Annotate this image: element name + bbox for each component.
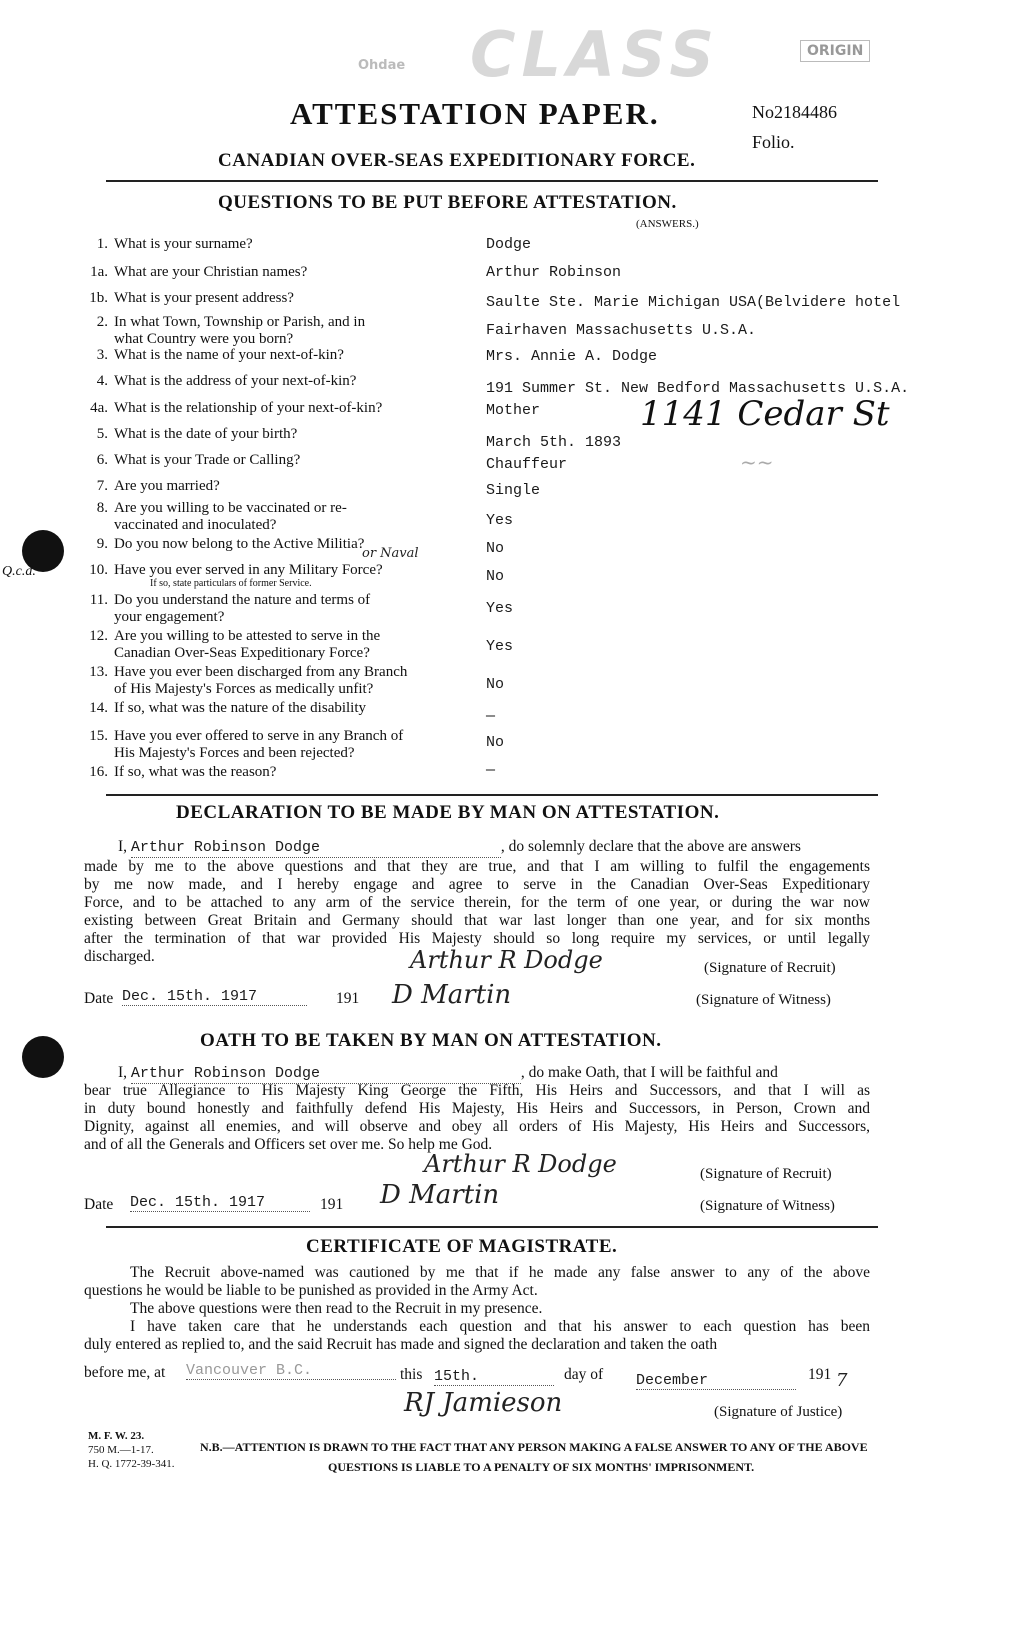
justice-signature: RJ Jamieson	[404, 1388, 563, 1418]
question-text-line: What is your Trade or Calling?	[114, 452, 301, 468]
questions-heading: QUESTIONS TO BE PUT BEFORE ATTESTATION.	[218, 192, 677, 213]
justice-label: (Signature of Justice)	[714, 1404, 843, 1420]
question-text	[114, 478, 454, 495]
certificate-line: The above questions were then read to the Recruit in my presence.	[130, 1300, 543, 1317]
oath-recruit-label: (Signature of Recruit)	[700, 1166, 832, 1182]
question-answer: Dodge	[486, 236, 532, 253]
oath-name: Arthur Robinson Dodge	[131, 1065, 521, 1084]
question-text	[114, 426, 454, 443]
certificate-line: questions he would be liable to be punished as provided in the Army Act.	[84, 1282, 538, 1299]
certificate-month: December	[636, 1372, 796, 1390]
declaration-line: after the termination of that war provided His Majesty should so long require my services, or until legally	[84, 930, 870, 947]
question-text	[114, 347, 454, 364]
question-number: 15.	[89, 728, 108, 744]
oath-witness-label: (Signature of Witness)	[700, 1198, 835, 1214]
question-text-line: Are you willing to be attested to serve in the	[114, 628, 381, 644]
header-divider	[106, 180, 878, 182]
oath-line: Dignity, against all enemies, and will observe and obey all orders of His Majesty, His Heirs and Successors,	[84, 1118, 870, 1135]
question-number: 9.	[96, 536, 108, 552]
oath-line: bear true Allegiance to His Majesty King George the Fifth, His Heirs and Successors, and that I will as	[84, 1082, 870, 1099]
question-text-line: your engagement?	[114, 609, 225, 625]
oath-first-line: I, Arthur Robinson Dodge , do make Oath, that I will be faithful and	[118, 1064, 778, 1082]
question-text	[114, 452, 454, 469]
question-text	[114, 664, 454, 698]
question-number: 10.	[89, 562, 108, 578]
declaration-recruit-signature: Arthur R Dodge	[410, 946, 603, 974]
question-answer: No	[486, 734, 505, 751]
origin-stamp: ORIGIN	[800, 40, 870, 62]
question-answer: —	[486, 762, 496, 779]
declaration-line1-rest: , do solemnly declare that the above are answers	[500, 838, 801, 855]
declaration-date: Dec. 15th. 1917	[122, 988, 307, 1006]
declaration-divider	[106, 794, 878, 796]
question-number: 1b.	[89, 290, 108, 306]
question-number: 13.	[89, 664, 108, 680]
declaration-line: made by me to the above questions and that they are true, and that I am willing to fulfil the engagements	[84, 858, 870, 875]
question-text-line: What is the relationship of your next-of-kin?	[114, 400, 383, 416]
oath-heading: OATH TO BE TAKEN BY MAN ON ATTESTATION.	[200, 1030, 662, 1051]
top-stamp: Ohdae	[358, 58, 406, 73]
certificate-heading: CERTIFICATE OF MAGISTRATE.	[306, 1236, 618, 1257]
oath-recruit-signature: Arthur R Dodge	[424, 1150, 617, 1178]
question-text-line: Do you understand the nature and terms of	[114, 592, 371, 608]
nb-line-1: N.B.—ATTENTION IS DRAWN TO THE FACT THAT ANY PERSON MAKING A FALSE ANSWER TO ANY OF THE ABOVE	[200, 1440, 868, 1454]
question-text-line: Are you married?	[114, 478, 220, 494]
question-number: 14.	[89, 700, 108, 716]
oath-date-label: Date	[84, 1196, 114, 1213]
certificate-year-prefix: 191	[808, 1366, 832, 1383]
class-stamp: CLASS	[470, 18, 721, 91]
question-text-line: If so, what was the reason?	[114, 764, 277, 780]
question-number: 16.	[89, 764, 108, 780]
question-text-line: What are your Christian names?	[114, 264, 308, 280]
question-text-line: What is the date of your birth?	[114, 426, 298, 442]
question-answer: Yes	[486, 600, 514, 617]
question-answer: 191 Summer St. New Bedford Massachusetts U.S.A.	[486, 380, 910, 397]
declaration-first-line: I, Arthur Robinson Dodge , do solemnly declare that the above are answers	[118, 838, 801, 856]
question-number: 1a.	[90, 264, 108, 280]
document-title: ATTESTATION PAPER.	[290, 96, 660, 131]
q6-handwritten-mark: ~~	[740, 450, 774, 474]
folio-label: Folio.	[752, 132, 795, 152]
question-text-line: What is the address of your next-of-kin?	[114, 373, 357, 389]
question-answer: Yes	[486, 638, 514, 655]
q10-note: If so, state particulars of former Service.	[150, 578, 312, 589]
question-number: 2.	[96, 314, 108, 330]
certificate-line: The Recruit above-named was cautioned by me that if he made any false answer to any of the above	[130, 1264, 870, 1281]
day-of-label: day of	[564, 1366, 604, 1383]
question-number: 11.	[89, 592, 108, 608]
question-text	[114, 314, 454, 348]
question-text	[114, 500, 454, 534]
document-subtitle: CANADIAN OVER-SEAS EXPEDITIONARY FORCE.	[218, 150, 696, 171]
q10-handwritten: or Naval	[362, 546, 419, 561]
answers-label: (ANSWERS.)	[636, 218, 699, 230]
question-answer: No	[486, 540, 505, 557]
question-text-line: What is your surname?	[114, 236, 253, 252]
question-text-line: Canadian Over-Seas Expeditionary Force?	[114, 645, 370, 661]
question-text-line: In what Town, Township or Parish, and in	[114, 314, 366, 330]
question-text	[114, 290, 454, 307]
question-answer: No	[486, 676, 505, 693]
question-number: 4.	[96, 373, 108, 389]
declaration-date-label: Date	[84, 990, 114, 1007]
punch-hole-bottom	[22, 1036, 64, 1078]
declarant-name: Arthur Robinson Dodge	[131, 839, 501, 858]
form-code-3: H. Q. 1772-39-341.	[88, 1458, 175, 1470]
certificate-line: I have taken care that he understands each question and that his answer to each question has been	[130, 1318, 870, 1335]
question-text	[114, 373, 454, 390]
question-answer: Mother	[486, 402, 541, 419]
certificate-place: Vancouver B.C.	[186, 1362, 396, 1380]
question-number: 5.	[96, 426, 108, 442]
declaration-year-prefix: 191	[336, 990, 360, 1007]
question-text	[114, 400, 454, 417]
nb-line-2: QUESTIONS IS LIABLE TO A PENALTY OF SIX MONTHS' IMPRISONMENT.	[328, 1460, 755, 1474]
declaration-line: by me now made, and I hereby engage and agree to serve in the Canadian Over-Seas Expeditionary	[84, 876, 870, 893]
question-text-line: Have you ever been discharged from any Branch	[114, 664, 408, 680]
question-answer: Mrs. Annie A. Dodge	[486, 348, 658, 365]
question-number: 7.	[96, 478, 108, 494]
question-number: 1.	[96, 236, 108, 252]
question-text	[114, 236, 454, 253]
question-number: 4a.	[90, 400, 108, 416]
question-answer: Saulte Ste. Marie Michigan USA(Belvidere hotel	[486, 294, 901, 311]
question-text	[114, 592, 454, 626]
this-label: this	[400, 1366, 423, 1383]
question-number: 3.	[96, 347, 108, 363]
question-text	[114, 728, 454, 762]
declaration-line: Force, and to be attached to any arm of the service therein, for the term of one year, or during the war now	[84, 894, 870, 911]
declaration-line: discharged.	[84, 948, 155, 965]
question-text	[114, 628, 454, 662]
form-code-2: 750 M.—1-17.	[88, 1444, 154, 1456]
question-answer: No	[486, 568, 505, 585]
certificate-line: duly entered as replied to, and the said Recruit has made and signed the declaration and taken the oath	[84, 1336, 718, 1353]
question-text-line: what Country were you born?	[114, 331, 294, 347]
question-text-line: What is your present address?	[114, 290, 294, 306]
certificate-divider	[106, 1226, 878, 1228]
question-text	[114, 700, 454, 717]
question-answer: Single	[486, 482, 541, 499]
certificate-year-suffix: 7	[836, 1370, 848, 1391]
question-answer: —	[486, 708, 496, 725]
question-text	[114, 764, 454, 781]
question-answer: March 5th. 1893	[486, 434, 622, 451]
question-text-line: If so, what was the nature of the disability	[114, 700, 367, 716]
q4-handwritten-address: 1141 Cedar St	[640, 394, 890, 434]
declaration-witness-label: (Signature of Witness)	[696, 992, 831, 1008]
question-text-line: vaccinated and inoculated?	[114, 517, 277, 533]
before-me-label: before me, at	[84, 1364, 166, 1381]
question-text	[114, 264, 454, 281]
question-text-line: Are you willing to be vaccinated or re-	[114, 500, 347, 516]
question-text-line: of His Majesty's Forces as medically unfit?	[114, 681, 374, 697]
question-text-line: Have you ever served in any Military Force?	[114, 562, 383, 578]
declaration-witness-signature: D Martin	[392, 980, 512, 1010]
oath-date: Dec. 15th. 1917	[130, 1194, 310, 1212]
question-answer: Fairhaven Massachusetts U.S.A.	[486, 322, 757, 339]
form-code-1: M. F. W. 23.	[88, 1430, 145, 1442]
question-answer: Arthur Robinson	[486, 264, 622, 281]
question-text-line: Do you now belong to the Active Militia?	[114, 536, 365, 552]
question-answer: Yes	[486, 512, 514, 529]
margin-note: Q.c.d.	[2, 564, 36, 579]
question-number: 12.	[89, 628, 108, 644]
declaration-recruit-label: (Signature of Recruit)	[704, 960, 836, 976]
certificate-day: 15th.	[434, 1368, 554, 1386]
declaration-heading: DECLARATION TO BE MADE BY MAN ON ATTESTATION.	[176, 802, 720, 823]
oath-year-prefix: 191	[320, 1196, 344, 1213]
oath-line: and of all the Generals and Officers set over me. So help me God.	[84, 1136, 493, 1153]
question-number: 8.	[96, 500, 108, 516]
oath-line1-rest: , do make Oath, that I will be faithful and	[520, 1064, 778, 1081]
question-text	[114, 562, 454, 579]
declaration-line: existing between Great Britain and Germany should that war last longer than one year, and for six months	[84, 912, 870, 929]
oath-witness-signature: D Martin	[380, 1180, 500, 1210]
question-text-line: What is the name of your next-of-kin?	[114, 347, 344, 363]
question-text-line: His Majesty's Forces and been rejected?	[114, 745, 355, 761]
regimental-number: No2184486	[752, 102, 837, 122]
question-answer: Chauffeur	[486, 456, 568, 473]
question-text-line: Have you ever offered to serve in any Branch of	[114, 728, 404, 744]
question-number: 6.	[96, 452, 108, 468]
oath-line: in duty bound honestly and faithfully defend His Majesty, His Heirs and Successors, in Person, Crown and	[84, 1100, 870, 1117]
